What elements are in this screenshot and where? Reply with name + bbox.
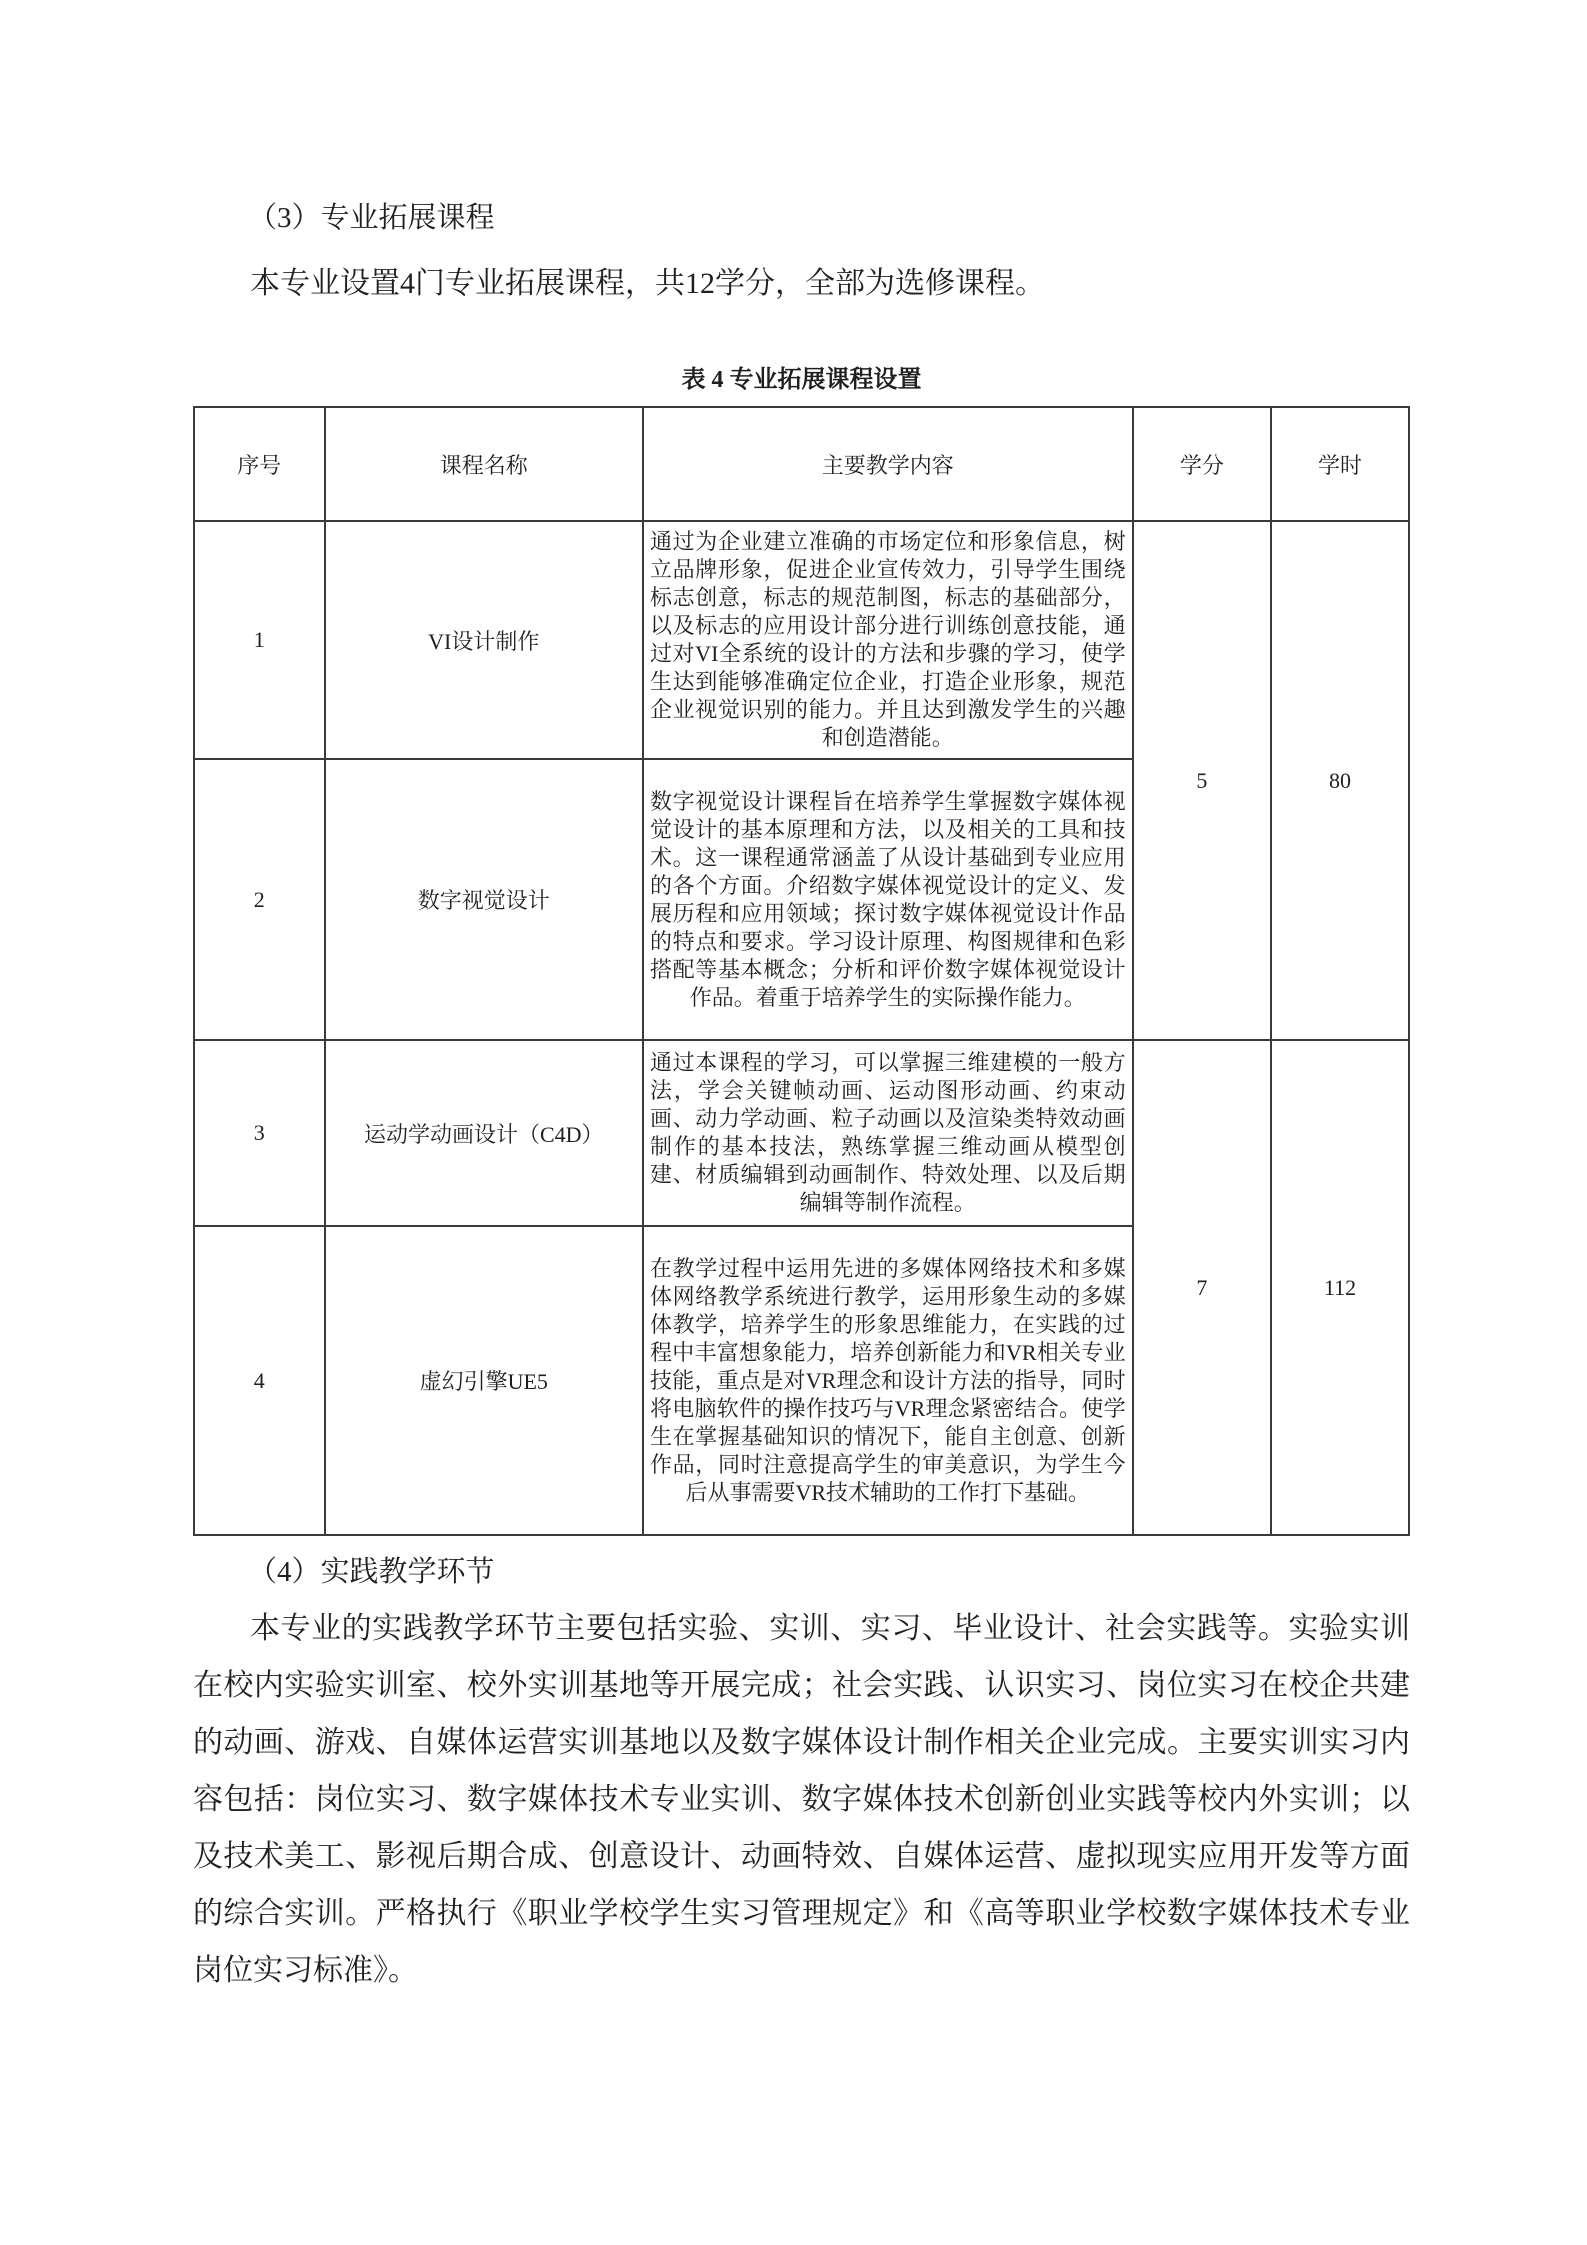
- row-number-cell: 1: [194, 521, 325, 759]
- column-header-content: 主要教学内容: [643, 407, 1133, 521]
- course-content-cell: 通过本课程的学习，可以掌握三维建模的一般方法，学会关键帧动画、运动图形动画、约束动画、动力学动画、粒子动画以及渲染类特效动画制作的基本技法，熟练掌握三维动画从模型创建、材质编辑到动画制作、特效处理、以及后期编辑等制作流程。: [643, 1040, 1133, 1226]
- course-name-cell: 运动学动画设计（C4D）: [325, 1040, 643, 1226]
- course-content-cell: 通过为企业建立准确的市场定位和形象信息，树立品牌形象，促进企业宣传效力，引导学生围绕标志创意，标志的规范制图，标志的基础部分，以及标志的应用设计部分进行训练创意技能，通过对VI全系统的设计的方法和步骤的学习，使学生达到能够准确定位企业，打造企业形象，规范企业视觉识别的能力。并且达到激发学生的兴趣和创造潜能。: [643, 521, 1133, 759]
- column-header-name: 课程名称: [325, 407, 643, 521]
- section3-paragraph: 本专业设置4门专业拓展课程，共12学分，全部为选修课程。: [250, 267, 1045, 300]
- course-table: [193, 406, 1410, 1536]
- section4-heading: （4）实践教学环节: [248, 1556, 495, 1588]
- hours-cell: 80: [1271, 521, 1409, 1040]
- column-header-no: 序号: [194, 407, 325, 521]
- table-caption: 表 4 专业拓展课程设置: [681, 367, 922, 393]
- row-number-cell: 2: [194, 759, 325, 1040]
- column-header-credits: 学分: [1133, 407, 1272, 521]
- table-row: [194, 521, 1409, 759]
- hours-cell: 112: [1271, 1040, 1409, 1535]
- column-header-hours: 学时: [1271, 407, 1409, 521]
- course-name-cell: 虚幻引擎UE5: [325, 1226, 643, 1535]
- credits-cell: 7: [1133, 1040, 1272, 1535]
- credits-cell: 5: [1133, 521, 1272, 1040]
- course-content-cell: 在教学过程中运用先进的多媒体网络技术和多媒体网络教学系统进行教学，运用形象生动的多媒体教学，培养学生的形象思维能力，在实践的过程中丰富想象能力，培养创新能力和VR相关专业技能，重点是对VR理念和设计方法的指导，同时将电脑软件的操作技巧与VR理念紧密结合。使学生在掌握基础知识的情况下，能自主创意、创新作品，同时注意提高学生的审美意识，为学生今后从事需要VR技术辅助的工作打下基础。: [643, 1226, 1133, 1535]
- row-number-cell: 4: [194, 1226, 325, 1535]
- section4-paragraph: 本专业的实践教学环节主要包括实验、实训、实习、毕业设计、社会实践等。实验实训在校内实验实训室、校外实训基地等开展完成；社会实践、认识实习、岗位实习在校企共建的动画、游戏、自媒体运营实训基地以及数字媒体设计制作相关企业完成。主要实训实习内容包括：岗位实习、数字媒体技术专业实训、数字媒体技术创新创业实践等校内外实训；以及技术美工、影视后期合成、创意设计、动画特效、自媒体运营、虚拟现实应用开发等方面的综合实训。严格执行《职业学校学生实习管理规定》和《高等职业学校数字媒体技术专业岗位实习标准》。: [193, 1612, 1410, 1987]
- course-content-cell: 数字视觉设计课程旨在培养学生掌握数字媒体视觉设计的基本原理和方法，以及相关的工具和技术。这一课程通常涵盖了从设计基础到专业应用的各个方面。介绍数字媒体视觉设计的定义、发展历程和应用领域；探讨数字媒体视觉设计作品的特点和要求。学习设计原理、构图规律和色彩搭配等基本概念；分析和评价数字媒体视觉设计作品。着重于培养学生的实际操作能力。: [643, 759, 1133, 1040]
- table-row: [194, 1040, 1409, 1226]
- section3-heading: （3）专业拓展课程: [248, 202, 495, 234]
- table-header-row: [194, 407, 1409, 521]
- row-number-cell: 3: [194, 1040, 325, 1226]
- course-name-cell: 数字视觉设计: [325, 759, 643, 1040]
- course-name-cell: VI设计制作: [325, 521, 643, 759]
